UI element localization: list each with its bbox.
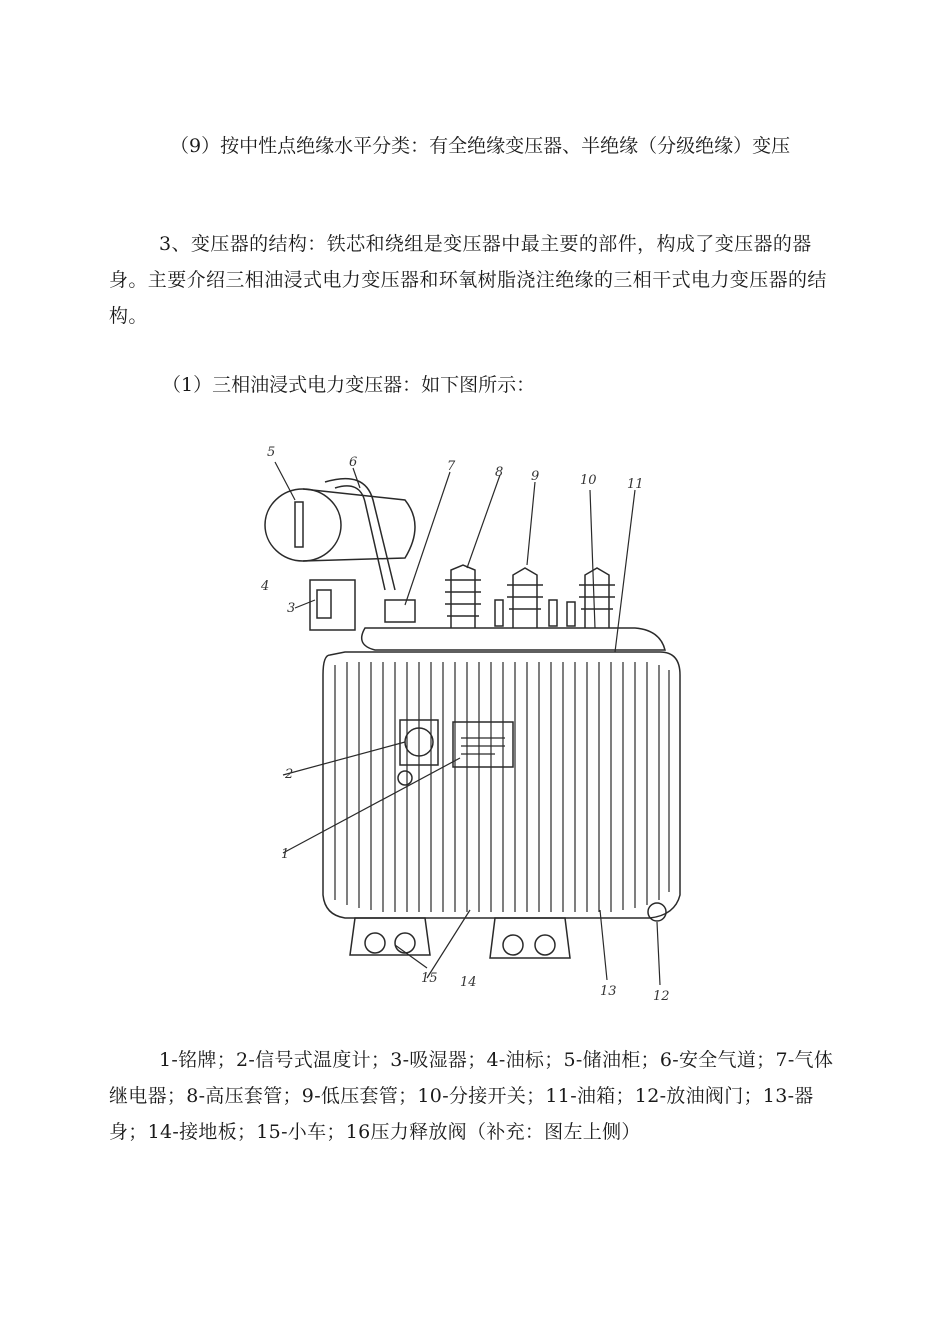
lv-bushings (495, 600, 575, 626)
gas-relay (385, 600, 415, 622)
svg-text:6: 6 (349, 455, 358, 470)
tank-cover (362, 628, 665, 650)
oil-tank (323, 652, 680, 918)
transformer-diagram (255, 440, 695, 1010)
paragraph-oil-immersed-intro: （1）三相油浸式电力变压器：如下图所示： (162, 374, 536, 396)
hv-bushings (445, 565, 615, 628)
svg-text:11: 11 (627, 477, 644, 492)
oil-gauge (295, 502, 303, 547)
paragraph-neutral-insulation: （9）按中性点绝缘水平分类：有全绝缘变压器、半绝缘（分级绝缘）变压 (170, 135, 791, 157)
svg-text:14: 14 (460, 975, 477, 990)
svg-text:3: 3 (287, 601, 296, 616)
svg-text:15: 15 (421, 971, 438, 986)
paragraph-transformer-structure: 3、变压器的结构：铁芯和绕组是变压器中最主要的部件，构成了变压器的器身。主要介绍三相油浸式电力变压器和环氧树脂浇注绝缘的三相干式电力变压器的结构。 (109, 233, 827, 327)
svg-text:9: 9 (531, 469, 540, 484)
svg-text:5: 5 (267, 445, 276, 460)
svg-text:8: 8 (495, 465, 504, 480)
trolley (350, 918, 570, 958)
svg-text:12: 12 (653, 989, 670, 1004)
nameplate (453, 722, 513, 767)
drain-valve (648, 903, 666, 921)
cooling-fins (335, 662, 669, 912)
figure-legend: 1-铭牌；2-信号式温度计；3-吸湿器；4-油标；5-储油柜；6-安全气道；7-气体继电器；8-高压套管；9-低压套管；10-分接开关；11-油箱；12-放油阀门；13-器身；14-接地板；15-小车；16压力释放阀（补充：图左上侧） (109, 1049, 834, 1143)
svg-text:10: 10 (580, 473, 597, 488)
svg-text:1: 1 (281, 847, 290, 862)
svg-text:13: 13 (600, 984, 617, 999)
svg-text:7: 7 (447, 459, 456, 474)
svg-text:2: 2 (285, 767, 294, 782)
svg-text:4: 4 (261, 579, 270, 594)
